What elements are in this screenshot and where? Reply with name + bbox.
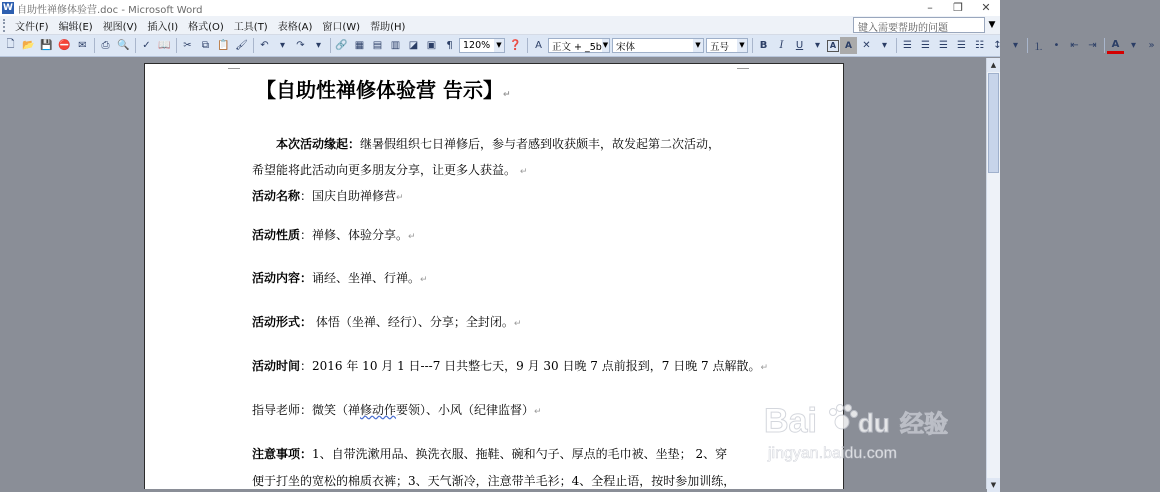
underline-dropdown-icon[interactable]: ▾ <box>814 40 821 51</box>
paste-icon[interactable]: 📋 <box>217 40 230 51</box>
toolbar-separator <box>752 38 753 53</box>
style-value: 正文 + _5b <box>552 41 602 53</box>
copy-icon[interactable]: ⧉ <box>201 40 210 51</box>
activity-time-line <box>252 357 768 374</box>
toolbar-separator <box>896 38 897 53</box>
menu-table[interactable]: 表格(A) <box>277 21 313 33</box>
print-preview-icon[interactable]: 🔍 <box>117 40 130 51</box>
origin-paragraph-line1 <box>276 135 720 152</box>
toolbar-separator <box>527 38 528 53</box>
activity-form-text: 体悟（坐禅、经行）、分享；全封闭。 <box>312 315 514 329</box>
columns-icon[interactable]: ▥ <box>390 40 401 51</box>
chevron-down-icon[interactable]: ▼ <box>737 39 747 52</box>
scroll-thumb[interactable] <box>988 73 999 173</box>
help-icon[interactable]: ❓ <box>509 40 522 51</box>
document-page[interactable] <box>144 63 844 489</box>
email-icon[interactable]: ✉ <box>78 40 87 51</box>
activity-time-text: ：2016 年 10 月 1 日---7 日共整七天，9 月 30 日晚 7 点前报到，7 日晚 7 点解散。 <box>300 359 761 373</box>
toolbar-options-icon[interactable]: » <box>1148 40 1155 51</box>
notes-line2 <box>252 472 735 489</box>
scroll-up-icon[interactable]: ▲ <box>987 58 1000 72</box>
menu-format[interactable]: 格式(O) <box>188 21 224 33</box>
line-spacing-dropdown-icon[interactable]: ▾ <box>1012 40 1019 51</box>
font-size-select[interactable] <box>706 38 748 53</box>
baidu-text-du: du <box>858 408 890 438</box>
teacher-line <box>252 401 542 418</box>
toolbar-separator <box>1027 38 1028 53</box>
cut-icon[interactable]: ✂ <box>183 40 192 51</box>
table-icon[interactable]: ▦ <box>354 40 365 51</box>
teacher-text-c: 要领）、小风（纪律监督） <box>396 403 535 417</box>
menu-window[interactable]: 窗口(W) <box>322 21 361 33</box>
save-icon[interactable]: 💾 <box>40 40 53 51</box>
teacher-text-a: 指导老师：微笑（禅 <box>252 403 361 417</box>
paragraph-mark: ↵ <box>420 275 428 285</box>
paragraph-mark: ↵ <box>396 193 404 203</box>
char-shading-icon[interactable]: A <box>840 37 857 54</box>
notes-text: 1、自带洗漱用品、换洗衣服、拖鞋、碗和勺子、厚点的毛巾被、坐垫； 2、穿 <box>312 447 728 461</box>
window-title: 自助性禅修体验营.doc - Microsoft Word <box>17 4 203 16</box>
document-title-text: 【自助性禅修体验营 告示】 <box>256 78 503 102</box>
show-hide-icon[interactable]: ¶ <box>446 40 453 51</box>
activity-nature-line <box>252 226 416 243</box>
paragraph-mark: ↵ <box>502 90 511 100</box>
paw-icon <box>830 405 858 430</box>
activity-content-label: 活动内容： <box>252 271 313 285</box>
baidu-text-bai: Bai <box>764 402 817 440</box>
decrease-indent-icon[interactable]: ⇤ <box>1070 40 1079 51</box>
font-select[interactable] <box>612 38 704 53</box>
toolbar-separator <box>135 38 136 53</box>
increase-indent-icon[interactable]: ⇥ <box>1088 40 1097 51</box>
toolbar-separator <box>176 38 177 53</box>
activity-form-label: 活动形式： <box>252 315 313 329</box>
activity-nature-text: ：禅修、体验分享。 <box>300 228 409 242</box>
numbering-icon[interactable]: ⒈ <box>1033 42 1044 53</box>
origin-paragraph-line2 <box>252 161 527 178</box>
align-right-icon[interactable]: ☰ <box>939 40 948 51</box>
paragraph-mark: ↵ <box>408 232 416 242</box>
toolbar-separator <box>1104 38 1105 53</box>
help-search-input[interactable]: 键入需要帮助的问题 <box>853 17 985 33</box>
research-icon[interactable]: 📖 <box>158 40 171 51</box>
toolbar-separator <box>330 38 331 53</box>
vertical-scrollbar[interactable] <box>986 58 1000 489</box>
hyperlink-icon[interactable]: 🔗 <box>335 40 348 51</box>
redo-dropdown-icon[interactable]: ▾ <box>315 40 322 51</box>
bullets-icon[interactable]: • <box>1053 40 1060 51</box>
close-icon[interactable]: ✕ <box>981 1 991 14</box>
activity-nature-label: 活动性质 <box>252 228 301 242</box>
help-dropdown-icon[interactable]: ▼ <box>988 20 996 30</box>
paragraph-mark: ↵ <box>519 167 528 177</box>
toolbar-separator <box>253 38 254 53</box>
menu-help[interactable]: 帮助(H) <box>370 21 406 33</box>
doc-map-icon[interactable]: ▣ <box>426 40 437 51</box>
font-color-button[interactable]: A <box>1107 37 1124 54</box>
redo-icon[interactable]: ↷ <box>296 40 305 51</box>
menu-bar <box>0 16 1000 35</box>
align-center-icon[interactable]: ☰ <box>921 40 930 51</box>
title-bar <box>0 0 1000 16</box>
document-title <box>256 74 511 103</box>
paragraph-mark: ↵ <box>513 319 522 329</box>
origin-text: 继暑假组织七日禅修后，参与者感到收获颇丰，故发起第二次活动， <box>360 137 721 151</box>
print-icon[interactable]: ⎙ <box>101 40 110 51</box>
notes-line1 <box>252 445 727 462</box>
teacher-text-b: 修动作 <box>360 403 397 417</box>
align-left-icon[interactable]: ☰ <box>903 40 912 51</box>
font-value: 宋体 <box>616 41 636 53</box>
toolbar <box>0 35 1155 57</box>
margin-corner-mark <box>228 68 240 69</box>
bold-button[interactable]: B <box>759 40 768 51</box>
permission-icon[interactable]: ⛔ <box>58 40 71 51</box>
scroll-down-icon[interactable]: ▼ <box>987 478 1000 492</box>
style-select[interactable] <box>548 38 610 53</box>
notes-label: 注意事项： <box>252 447 313 461</box>
styles-pane-icon[interactable]: A <box>535 40 542 51</box>
origin-text-continued: 希望能将此活动向更多朋友分享，让更多人获益。 <box>252 163 517 177</box>
char-scale-dropdown-icon[interactable]: ▾ <box>881 40 888 51</box>
char-border-icon[interactable]: A <box>827 40 839 52</box>
origin-label: 本次活动缘起： <box>276 137 361 151</box>
watermark-url: jingyan.baidu.com <box>768 445 897 462</box>
spelling-icon[interactable]: ✓ <box>142 40 151 51</box>
activity-content-line <box>252 269 428 286</box>
activity-content-text: 诵经、坐禅、行禅。 <box>312 271 421 285</box>
activity-time-label: 活动时间 <box>252 359 301 373</box>
activity-name-line <box>252 187 404 204</box>
menu-grip[interactable] <box>3 19 7 32</box>
drawing-icon[interactable]: ◪ <box>408 40 419 51</box>
italic-button[interactable]: I <box>779 40 784 51</box>
chevron-down-icon[interactable]: ▼ <box>494 39 504 52</box>
margin-corner-mark <box>737 68 749 69</box>
restore-icon[interactable]: ❐ <box>953 1 963 14</box>
word-app-icon[interactable]: W <box>3 3 13 13</box>
open-folder-icon[interactable]: 📂 <box>22 40 35 51</box>
menu-edit[interactable]: 编辑(E) <box>58 21 93 33</box>
new-document-icon[interactable]: 🗋 <box>6 39 15 50</box>
minimize-icon[interactable]: – <box>927 1 933 14</box>
undo-dropdown-icon[interactable]: ▾ <box>279 40 286 51</box>
menu-tools[interactable]: 工具(T) <box>233 21 268 33</box>
activity-name-label: 活动名称 <box>252 189 301 203</box>
chevron-down-icon[interactable]: ▼ <box>693 39 703 52</box>
activity-form-line <box>252 313 521 330</box>
toolbar-separator <box>94 38 95 53</box>
zoom-value: 120% <box>463 40 491 51</box>
paragraph-mark: ↵ <box>760 363 769 373</box>
baidu-logo <box>762 392 962 472</box>
line-spacing-icon[interactable]: ↕ <box>993 40 1002 51</box>
baidu-jingyan-watermark <box>762 392 962 472</box>
chevron-down-icon[interactable]: ▼ <box>602 39 609 52</box>
menu-file[interactable]: 文件(F) <box>15 21 49 33</box>
baidu-text-jingyan: 经验 <box>900 410 948 438</box>
font-color-dropdown-icon[interactable]: ▾ <box>1130 40 1137 51</box>
excel-icon[interactable]: ▤ <box>372 40 383 51</box>
underline-button[interactable]: U <box>795 40 804 51</box>
undo-icon[interactable]: ↶ <box>260 40 269 51</box>
distributed-icon[interactable]: ☷ <box>975 40 984 51</box>
char-scale-icon[interactable]: ✕ <box>862 40 871 51</box>
menu-view[interactable]: 视图(V) <box>102 21 138 33</box>
font-size-value: 五号 <box>710 41 730 53</box>
menu-insert[interactable]: 插入(I) <box>147 21 179 33</box>
notes-text-continued: 便于打坐的宽松的棉质衣裤；3、天气渐冷，注意带羊毛衫；4、全程止语，按时参加训练， <box>252 474 736 488</box>
format-painter-icon[interactable]: 🖌 <box>235 40 248 51</box>
justify-icon[interactable]: ☰ <box>957 40 966 51</box>
zoom-select[interactable] <box>459 38 505 53</box>
paragraph-mark: ↵ <box>534 407 542 417</box>
activity-name-text: ：国庆自助禅修营 <box>300 189 397 203</box>
